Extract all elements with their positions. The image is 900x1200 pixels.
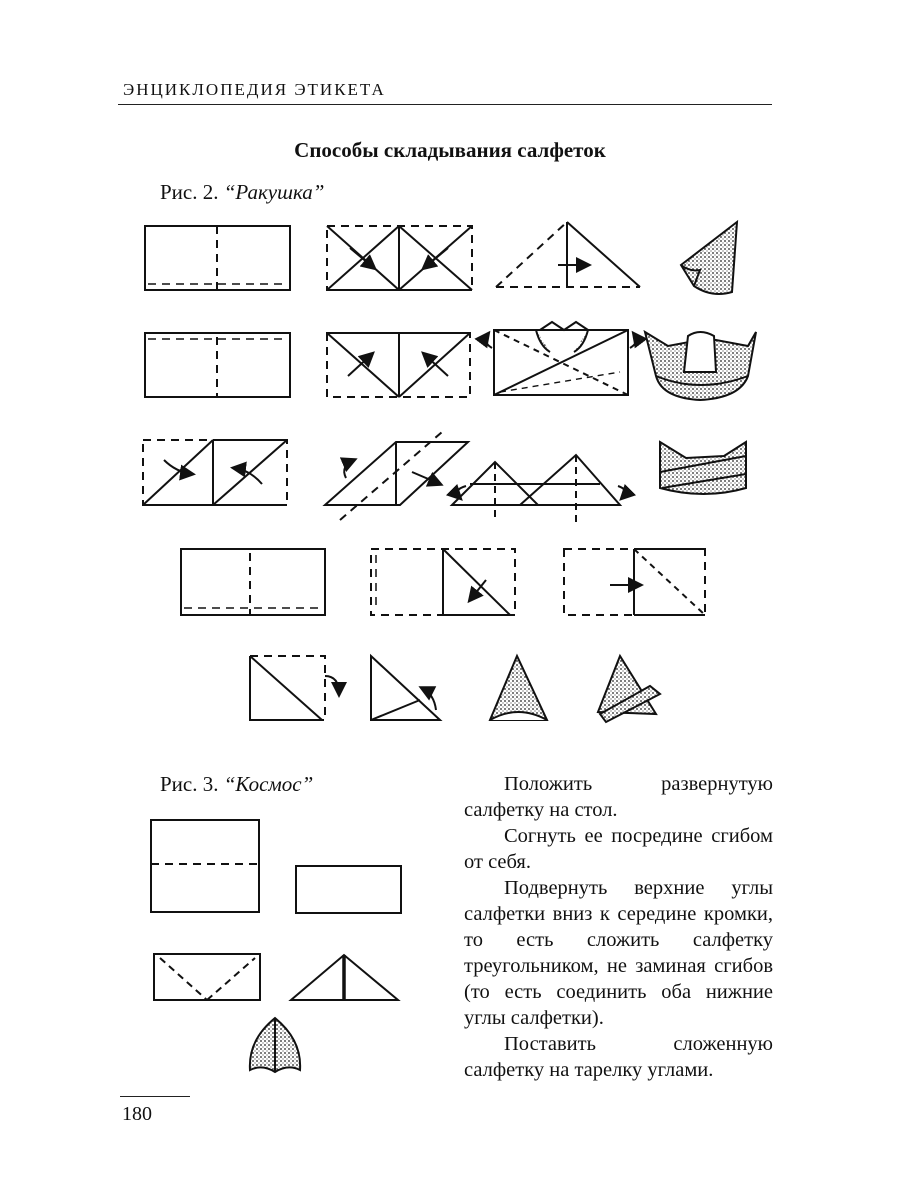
fig3-step2: [296, 866, 401, 913]
fig2-row2-result-boat: [645, 332, 756, 400]
fig3-result-cone: [250, 1018, 300, 1072]
figure-3-label: Рис. 3.: [160, 772, 219, 796]
fig2-row3-step1: [143, 440, 287, 505]
fig3-step1: [151, 820, 259, 912]
figure-2-label: Рис. 2.: [160, 180, 219, 204]
fig2-row4-step2: [371, 549, 515, 615]
fig2-row2-step1: [145, 333, 290, 397]
fig2-row5-cone-b: [598, 656, 660, 722]
fig2-row1-step3: [496, 222, 640, 287]
fig3-step4: [291, 955, 398, 1000]
instruction-step: Положить развернутую салфетку на стол.: [464, 773, 773, 821]
instruction-step: Поставить сложенную салфетку на тарелку углами.: [464, 1033, 773, 1081]
instructions-text: [464, 771, 773, 1083]
fig2-row1-step2: [327, 226, 472, 290]
page-number: 180: [122, 1103, 152, 1125]
footer-rule: [120, 1096, 190, 1097]
figure-2-name: “Ракушка”: [223, 180, 325, 204]
fig2-row1-result-cone: [681, 222, 737, 294]
fig2-row4-step1: [181, 549, 325, 615]
figure-3-name: “Космос”: [223, 772, 314, 796]
fig2-row3-step2: [325, 432, 468, 520]
fig2-row3-result-crown: [660, 442, 746, 494]
fig2-row1-step1: [145, 226, 290, 290]
instruction-step: Подвернуть верхние углы салфетки вниз к середине кромки, то есть сложить салфетку треугольником, не заминая сгибов (то есть соединить оба нижние углы салфетки).: [464, 877, 773, 1029]
fig2-row5-step1: [250, 656, 339, 720]
section-title: Способы складывания салфеток: [294, 138, 606, 162]
fig2-row4-step3: [564, 549, 705, 615]
running-head: ЭНЦИКЛОПЕДИЯ ЭТИКЕТА: [123, 80, 386, 99]
fig3-step3: [154, 954, 260, 1000]
fig2-row2-step3: [486, 322, 637, 395]
fig2-row2-step2: [327, 333, 470, 397]
fig2-row3-step3: [452, 455, 625, 522]
fig2-row5-cone-a: [490, 656, 547, 720]
instruction-step: Согнуть ее посредине сгибом от себя.: [464, 825, 773, 873]
fig2-row5-step2: [371, 656, 440, 720]
